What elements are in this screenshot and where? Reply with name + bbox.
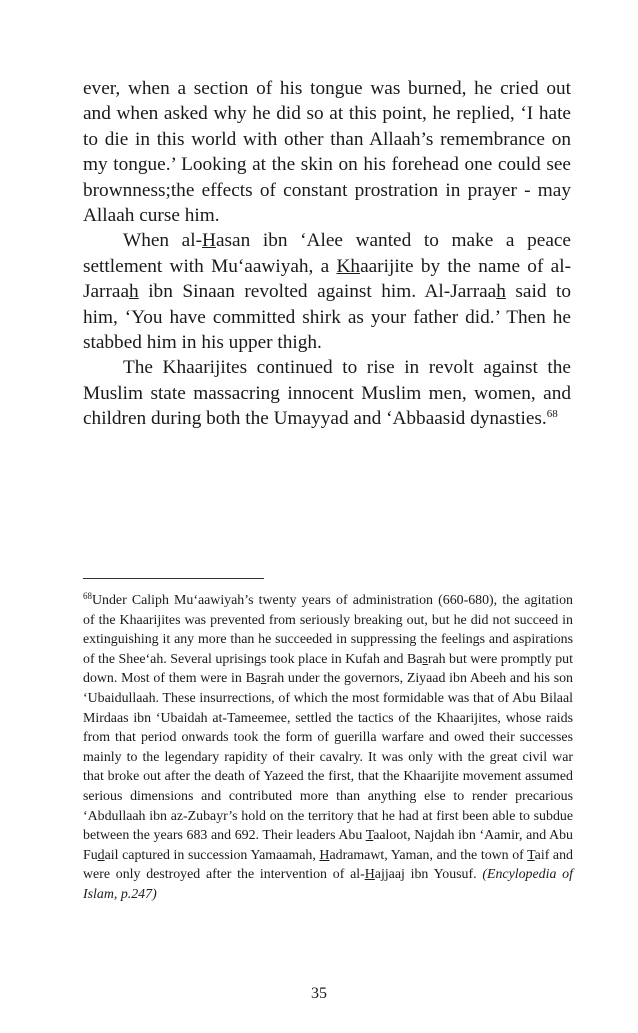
underlined-letter: H (202, 230, 216, 252)
paragraph-2-text: aarijite by the name of al-Jarraa (83, 255, 571, 303)
footnote-text: rah under the governors, Ziyaad ibn Abeeh and his son ‘Ubaidullaah. These insurrections, of which the most formidable was that of Abu Bilaal Mirdaas ibn ‘Ubaidah at-Tameemee, settled the tactics of the Khaarijites, whose raids from that period onwards took the form of guerilla warfare and owed their successes mainly to the legendary rapidity of their cavalry. It was only with the great civil war that broke out after the death of Yazeed the first, that the Khaarijite movement assumed serious dimensions and contributed more than anything else to render precarious ‘Abdullaah ibn az-Zubayr’s hold on the territory that he had at first been able to subdue between the years 683 and 692. Their leaders Abu (83, 671, 573, 844)
underlined-letter: s (261, 671, 267, 687)
main-text (83, 76, 571, 432)
paragraph-1 (83, 76, 571, 228)
footnote-text: aaloot, Najdah ibn ‘Aamir, and Abu Fu (83, 828, 573, 863)
footnote-divider (83, 578, 264, 579)
page-number: 35 (311, 985, 327, 1002)
paragraph-1-text: ever, when a section of his tongue was burned, he cried out and when asked why he did so at this point, he replied, ‘I hate to die in this world with other than Allaah’s remembrance on my tongue.’ Looking at the skin on his forehead one could see brownness;the effects of constant prostration in prayer - may Allaah curse him. (83, 78, 571, 227)
footnote-text: ail captured in succession Yamaamah, (104, 847, 320, 863)
paragraph-2-text: When al- (123, 230, 203, 252)
paragraph-3 (83, 355, 571, 431)
underlined-letter: T (527, 847, 535, 863)
underlined-letter: Kh (336, 255, 361, 277)
footnote (83, 591, 573, 905)
footnote-citation: (Encylopedia of Islam, p.247) (83, 867, 573, 902)
footnote-text: Under Caliph Mu‘aawiyah’s twenty years of administration (660-680), the agitation of the Khaarijites was prevented from seriously breaking out, but he did not succeed in extinguishing it any more than he succeeded in suppressing the feelings and aspirations of the Shee‘ah. Several uprisings took place in Kufah and Ba (83, 593, 573, 667)
underlined-letter: T (365, 828, 374, 844)
footnote-text: adramawt, Yaman, and the town of (329, 847, 528, 863)
footnote-text: rah but were promptly put down. Most of them were in Ba (83, 651, 573, 687)
paragraph-3-text: The Khaarijites continued to rise in revolt against the Muslim state massacring innocent Muslim men, women, and children during both the Umayyad and ‘Abbaasid dynasties. (83, 357, 571, 430)
footnote-number: 68 (83, 591, 92, 601)
underlined-letter: H (364, 867, 375, 883)
paragraph-2-text: said to him, ‘You have committed shirk as your father did.’ Then he stabbed him in his upper thigh. (83, 281, 571, 354)
underlined-letter: h (129, 281, 139, 303)
paragraph-2-text: asan ibn ‘Alee wanted to make a peace settlement with Mu‘aawiyah, a (83, 230, 571, 277)
underlined-letter: H (319, 847, 330, 863)
underlined-letter: s (422, 651, 428, 667)
paragraph-2-text: ibn Sinaan revolted against him. Al-Jarraa (138, 281, 497, 303)
paragraph-2 (83, 228, 571, 355)
underlined-letter: h (496, 281, 506, 303)
underlined-letter: d (97, 847, 105, 863)
footnote-text: ajjaaj ibn Yousuf. (374, 867, 483, 883)
footnote-paragraph (83, 591, 573, 905)
footnote-text: aif and were only destroyed after the intervention of al- (83, 847, 573, 883)
footnote-reference[interactable]: 68 (546, 408, 558, 421)
